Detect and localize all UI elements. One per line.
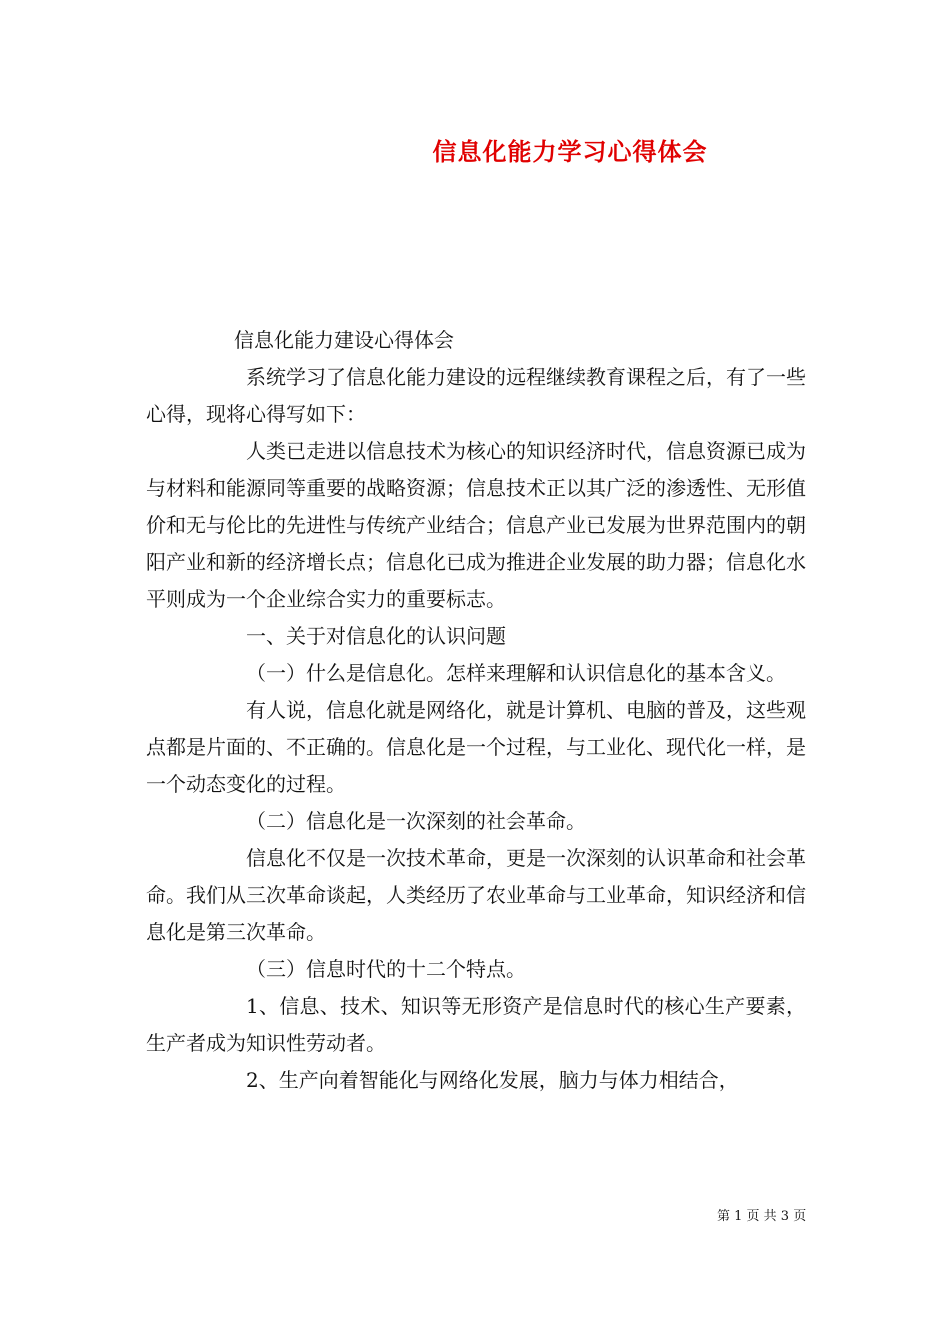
list-item: 2、生产向着智能化与网络化发展，脑力与体力相结合， <box>246 1068 739 1092</box>
document-subtitle: 信息化能力建设心得体会 <box>234 328 454 352</box>
paragraph: 有人说，信息化就是网络化，就是计算机、电脑的普及，这些观点都是片面的、不正确的。信息化是一个过程，与工业化、现代化一样，是一个动态变化的过程。 <box>146 698 806 796</box>
subsection-heading: （三）信息时代的十二个特点。 <box>246 957 526 981</box>
subsection-heading: （二）信息化是一次深刻的社会革命。 <box>246 809 586 833</box>
document-title: 信息化能力学习心得体会 <box>432 137 708 166</box>
subsection-heading: （一）什么是信息化。怎样来理解和认识信息化的基本含义。 <box>246 661 786 685</box>
paragraph: 信息化不仅是一次技术革命，更是一次深刻的认识革命和社会革命。我们从三次革命谈起，人类经历了农业革命与工业革命，知识经济和信息化是第三次革命。 <box>146 846 806 944</box>
paragraph: 人类已走进以信息技术为核心的知识经济时代，信息资源已成为与材料和能源同等重要的战略资源；信息技术正以其广泛的渗透性、无形值价和无与伦比的先进性与传统产业结合；信息产业已发展为世界范围内的朝阳产业和新的经济增长点；信息化已成为推进企业发展的助力器；信息化水平则成为一个企业综合实力的重要标志。 <box>146 439 806 611</box>
document-body <box>146 322 806 1099</box>
section-heading: 一、关于对信息化的认识问题 <box>246 624 506 648</box>
list-item: 1、信息、技术、知识等无形资产是信息时代的核心生产要素，生产者成为知识性劳动者。 <box>146 994 806 1055</box>
page-number: 第 1 页 共 3 页 <box>717 1209 807 1224</box>
paragraph: 系统学习了信息化能力建设的远程继续教育课程之后，有了一些心得，现将心得写如下： <box>146 365 806 426</box>
